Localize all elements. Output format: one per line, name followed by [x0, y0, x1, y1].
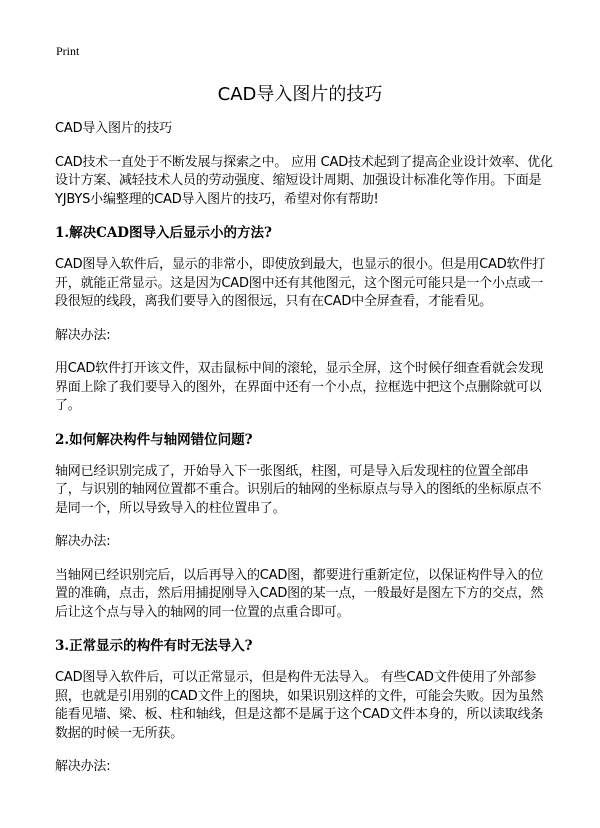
section-3-problem: CAD图导入软件后，可以正常显示，但是构件无法导入。 有些CAD文件使用了外部参照，也就是引用别的CAD文件上的图块，如果识别这样的文件，可能会失败。因为虽然能看见墙、梁、板、柱和轴线，但是这都不是属于这个CAD文件本身的，所以读取线条数据的时候一无所获。 — [55, 670, 544, 741]
section-3-heading: 3.正常显示的构件有时无法导入? — [55, 638, 253, 654]
section-1-heading: 1.解决CAD图导入后显示小的方法? — [55, 225, 272, 241]
document-subtitle: CAD导入图片的技巧 — [55, 121, 172, 136]
document-body — [55, 120, 553, 792]
section-2-solution: 当轴网已经识别完后，以后再导入的CAD图，都要进行重新定位，以保证构件导入的位置的准确，点击，然后用捕捉刚导入CAD图的某一点，一般最好是图左下方的交点，然后让这个点与导入的轴网的同一位置的点重合即可。 — [55, 567, 544, 620]
document-title: CAD导入图片的技巧 — [217, 84, 383, 105]
section-2-problem: 轴网已经识别完成了，开始导入下一张图纸，柱图，可是导入后发现柱的位置全部串了，与识别的轴网位置都不重合。识别后的轴网的坐标原点与导入的图纸的坐标原点不是同一个，所以导致导入的柱位置串了。 — [55, 463, 542, 516]
intro-paragraph: CAD技术一直处于不断发展与探索之中。 应用 CAD技术起到了提高企业设计效率、优化设计方案、减轻技术人员的劳动强度、缩短设计周期、加强设计标准化等作用。下面是YJBYS小编整理的CAD导入图片的技巧，希望对你有帮助! — [55, 154, 553, 207]
print-label: Print — [56, 44, 80, 58]
section-1-solution: 用CAD软件打开该文件，双击鼠标中间的滚轮，显示全屏，这个时候仔细查看就会发现界面上除了我们要导入的图外，在界面中还有一个小点，拉框选中把这个点删除就可以了。 — [55, 361, 544, 413]
section-3-solution-label: 解决办法: — [55, 759, 111, 774]
section-2-solution-label: 解决办法: — [55, 534, 111, 549]
section-1-problem: CAD图导入软件后，显示的非常小，即使放到最大，也显示的很小。但是用CAD软件打开，就能正常显示。这是因为CAD图中还有其他图元，这个图元可能只是一个小点或一段很短的线段，离我们要导入的图很远，只有在CAD中全屏查看，才能看见。 — [55, 257, 545, 309]
section-1-solution-label: 解决办法: — [55, 327, 111, 343]
section-2-heading: 2.如何解决构件与轴网错位问题? — [55, 431, 253, 448]
